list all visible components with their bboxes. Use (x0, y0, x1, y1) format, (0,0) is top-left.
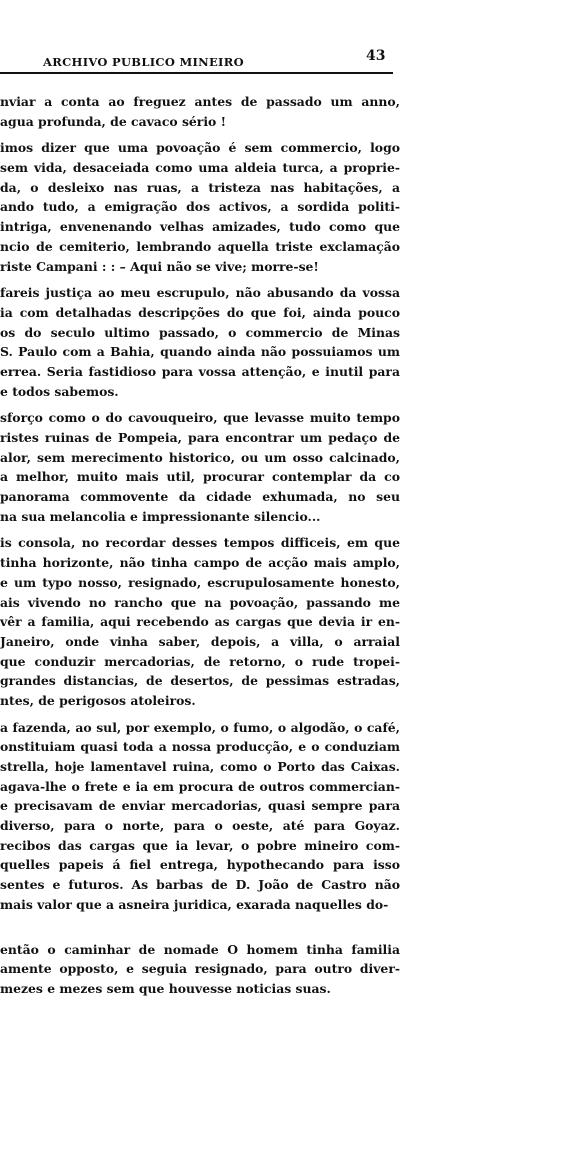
text-line: riste Campani : : – Aqui não se vive; morre-se! (0, 258, 319, 274)
text-line: S. Paulo com a Bahia, quando ainda não possuiamos um (0, 344, 400, 360)
text-line: a melhor, muito mais util, procurar contemplar da co (0, 469, 400, 485)
text-line: recibos das cargas que ia levar, o pobre mineiro com- (0, 837, 400, 853)
text-line: vêr a familia, aqui recebendo as cargas que devia ir en- (0, 614, 400, 630)
text-line: ia com detalhadas descripções do que foi, ainda pouco (0, 304, 400, 320)
paragraph (0, 283, 406, 401)
text-line: ais vivendo no rancho que na povoação, passando me (0, 594, 400, 610)
text-line: mais valor que a asneira juridica, exarada naquelles do- (0, 896, 389, 912)
text-line: agava-lhe o frete e ia em procura de outros commercian- (0, 778, 400, 794)
text-line: ncio de cemiterio, lembrando aquella triste exclamação (0, 238, 400, 254)
text-line: fareis justiça ao meu escrupulo, não abusando da vossa (0, 285, 400, 301)
text-line: intriga, envenenando velhas amizades, tudo como que (0, 219, 400, 235)
text-line: ristes ruinas de Pompeia, para encontrar um pedaço de (0, 430, 400, 445)
text-line: sem vida, desaceiada como uma aldeia turca, a proprie- (0, 160, 400, 176)
text-line: errea. Seria fastidioso para vossa attenção, e inutil para (0, 363, 400, 379)
text-line: sentes e futuros. As barbas de D. João de Castro não (0, 877, 400, 893)
text-line: sforço como o do cavouqueiro, que levasse muito tempo (0, 410, 400, 426)
text-line: strella, hoje lamentavel ruina, como o Porto das Caixas. (0, 759, 400, 774)
text-line: quelles papeis á fiel entrega, hypothecando para isso (0, 857, 400, 873)
text-line: nviar a conta ao freguez antes de passado um anno, (0, 94, 400, 109)
text-line: onstituiam quasi toda a nossa producção, e o conduziam (0, 739, 400, 755)
text-line: is consola, no recordar desses tempos difficeis, em que (0, 535, 400, 551)
page-header (0, 48, 393, 74)
text-line: imos dizer que uma povoação é sem commercio, logo (0, 140, 400, 156)
text-line: panorama commovente da cidade exhumada, no seu (0, 489, 400, 505)
text-line: tinha horizonte, não tinha campo de acção mais amplo, (0, 555, 400, 571)
page-number: 43 (366, 48, 386, 64)
text-line: da, o desleixo nas ruas, a tristeza nas habitações, a (0, 179, 400, 195)
running-title: ARCHIVO PUBLICO MINEIRO (43, 55, 244, 69)
text-line: e todos sabemos. (0, 383, 119, 399)
text-line: amente opposto, e seguia resignado, para outro diver- (0, 961, 400, 977)
text-line: agua profunda, de cavaco sério ! (0, 113, 227, 129)
text-line: os do seculo ultimo passado, o commercio de Minas (0, 324, 400, 340)
text-line: mezes e mezes sem que houvesse noticias suas. (0, 980, 331, 996)
paragraph (0, 940, 406, 999)
paragraph (0, 138, 406, 276)
text-line: alor, sem merecimento historico, ou um osso calcinado, (0, 449, 400, 465)
page-body (0, 92, 406, 1006)
text-line: Janeiro, onde vinha saber, depois, a villa, o arraial (0, 633, 400, 649)
text-line: na sua melancolia e impressionante silencio... (0, 508, 321, 524)
text-line: diverso, para o norte, para o oeste, até para Goyaz. (0, 818, 400, 834)
text-line: e um typo nosso, resignado, escrupulosamente honesto, (0, 574, 400, 590)
text-line: e precisavam de enviar mercadorias, quasi sempre para (0, 798, 400, 814)
paragraph (0, 718, 406, 915)
text-line: que conduzir mercadorias, de retorno, o rude tropei- (0, 653, 400, 669)
paragraph (0, 408, 406, 526)
text-line: ando tudo, a emigração dos activos, a sordida politi- (0, 199, 400, 215)
text-line: ntes, de perigosos atoleiros. (0, 692, 196, 708)
paragraph (0, 533, 406, 710)
text-line: então o caminhar de nomade O homem tinha familia (0, 941, 400, 957)
text-line: a fazenda, ao sul, por exemplo, o fumo, o algodão, o café, (0, 719, 400, 735)
text-line: grandes distancias, de desertos, de pessimas estradas, (0, 673, 400, 689)
paragraph (0, 92, 406, 131)
